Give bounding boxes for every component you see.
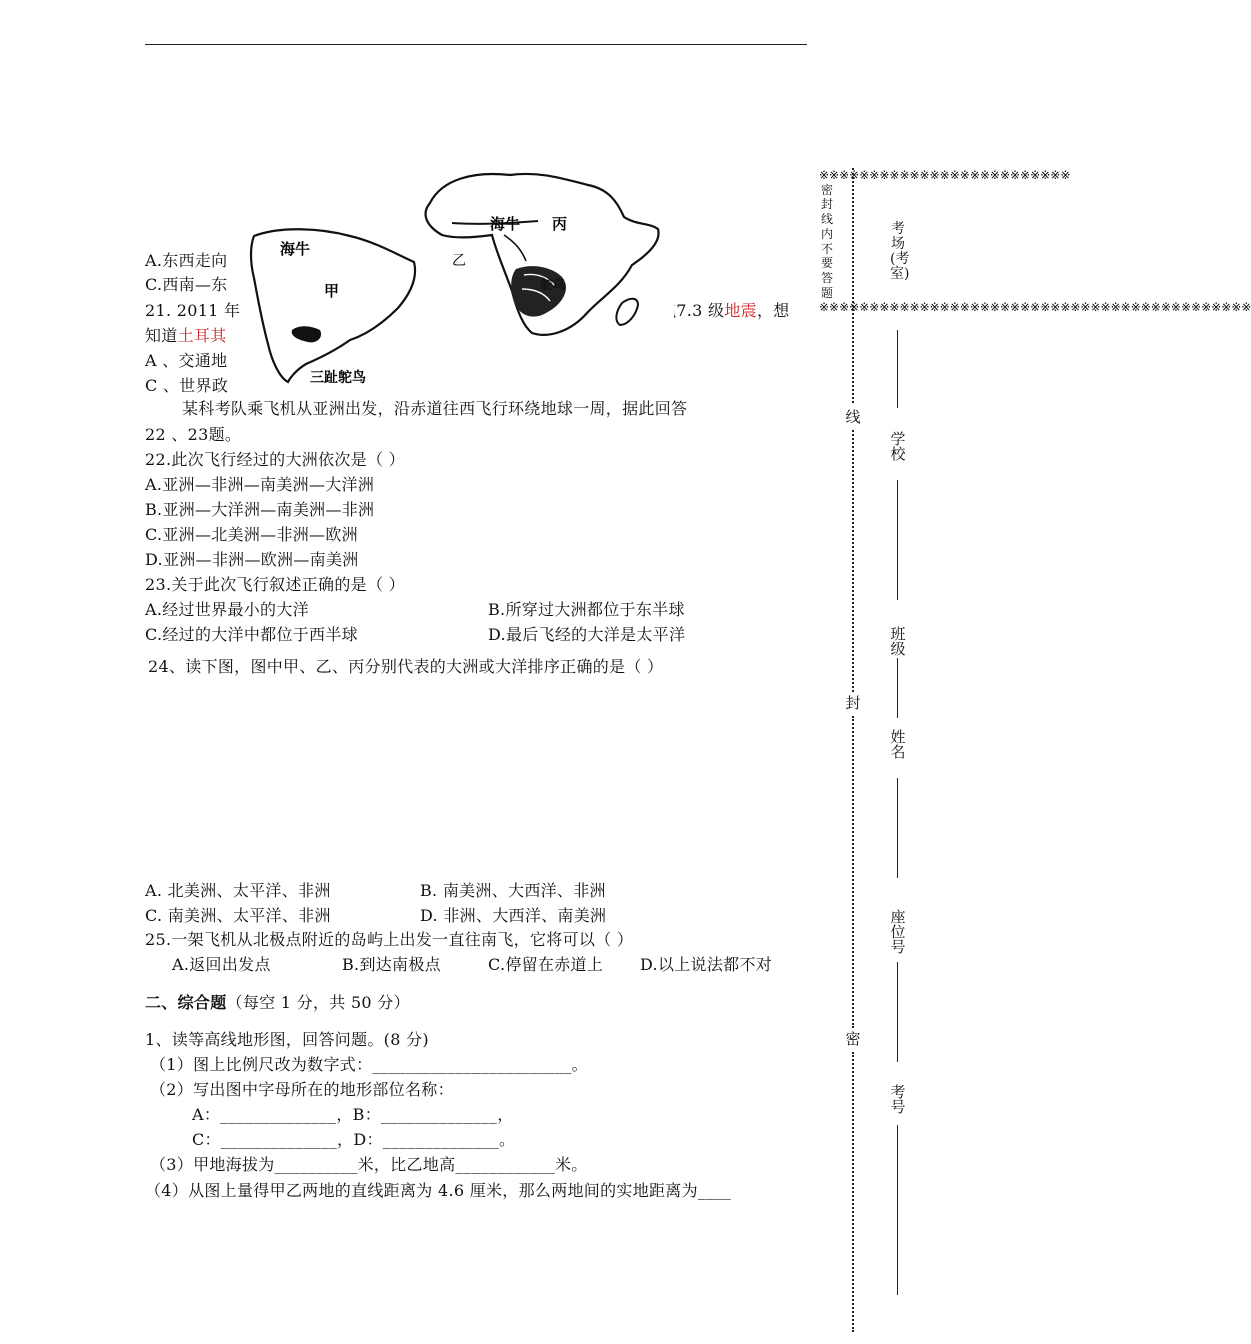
field-class-label: 班级 <box>890 625 906 658</box>
q1-stem: 1、读等高线地形图，回答问题。(8 分) <box>145 1030 429 1049</box>
q24-option-a: A. 北美洲、太平洋、非洲 <box>145 881 331 900</box>
q1-part2: （2）写出图中字母所在的地形部位名称： <box>150 1080 454 1099</box>
seal-dotted-line-2 <box>852 430 854 692</box>
field-seat-label: 座位号 <box>890 908 906 956</box>
q23-option-c: C.经过的大洋中都位于西半球 <box>145 625 358 644</box>
q23-stem: 23.关于此次飞行叙述正确的是（ ） <box>145 575 405 594</box>
q1-part3: （3）甲地海拔为__________米，比乙地高____________米。 <box>150 1155 588 1174</box>
seal-mark-mi: 密 <box>845 1030 861 1048</box>
q1-part2-cd: C：______________，D：______________。 <box>192 1130 516 1149</box>
q21-option-a: A 、交通地 <box>145 351 228 370</box>
q25-stem: 25.一架飞机从北极点附近的岛屿上出发一直往南飞，它将可以（ ） <box>145 930 634 949</box>
sa-label-jia: 甲 <box>324 283 340 300</box>
q21-option-c: C 、世界政 <box>145 376 229 395</box>
q1-part2-ab: A：______________，B：______________， <box>192 1105 514 1124</box>
africa-label-hainiu: 海牛 <box>490 216 521 233</box>
q20-option-a: A.东西走向 <box>145 251 228 270</box>
africa-label-yi: 乙 <box>452 252 466 268</box>
seal-dotted-line-4 <box>852 1052 854 1332</box>
seal-dotted-line-3 <box>852 716 854 1028</box>
field-exam-room-label: 考场(考室) <box>890 221 910 282</box>
field-exam-no-line <box>897 1125 898 1295</box>
africa-label-bing: 丙 <box>552 216 568 233</box>
south-america-map <box>240 222 420 386</box>
field-name-line <box>897 778 898 878</box>
q21-line1-end: 飞7.3 级地震，想 <box>660 301 790 320</box>
sa-label-bird: 三趾鸵鸟 <box>310 369 366 385</box>
field-name-label: 姓名 <box>890 728 906 761</box>
field-exam-no-label: 考号 <box>890 1083 906 1116</box>
africa-label-bird: 鸵鸟 <box>540 277 567 292</box>
q25-option-d: D.以上说法都不对 <box>640 955 773 974</box>
q25-option-c: C.停留在赤道上 <box>488 955 604 974</box>
intro-line2: 22 、23题。 <box>145 425 242 444</box>
q1-part4: （4）从图上量得甲乙两地的直线距离为 4.6 厘米，那么两地间的实地距离为____ <box>145 1181 732 1200</box>
header-rule <box>145 44 807 45</box>
q22-option-c: C.亚洲—北美洲—非洲—欧洲 <box>145 525 358 544</box>
intro-line1: 某科考队乘飞机从亚洲出发，沿赤道往西飞行环绕地球一周，据此回答 <box>182 399 688 418</box>
q22-option-a: A.亚洲—非洲—南美洲—大洋洲 <box>145 475 375 494</box>
africa-map <box>412 165 674 343</box>
q25-option-a: A.返回出发点 <box>172 955 271 974</box>
q22-option-b: B.亚洲—大洋洲—南美洲—非洲 <box>145 500 375 519</box>
seal-strip: ※※※※※※※※※※※※※※※※※※※※※※※※※ 密 封 线 内 不 要 答 题 ※※※※※※※※※※※※※※※※※※※※※※※※※※※※※※※※※※※※※※※※※※※ <box>819 168 1251 315</box>
field-class-line <box>897 658 898 718</box>
q23-option-a: A.经过世界最小的大洋 <box>145 600 309 619</box>
seal-dotted-line-1 <box>852 168 854 403</box>
q24-option-d: D. 非洲、大西洋、南美洲 <box>420 906 607 925</box>
field-seat-line <box>897 962 898 1062</box>
seal-mark-xian: 线 <box>845 408 861 426</box>
section2-heading: 二、综合题（每空 1 分，共 50 分） <box>145 993 410 1012</box>
q22-option-d: D.亚洲—非洲—欧洲—南美洲 <box>145 550 359 569</box>
q1-part1: （1）图上比例尺改为数字式：________________________。 <box>150 1055 588 1074</box>
field-school-label: 学校 <box>890 430 906 463</box>
sa-label-hainiu: 海牛 <box>280 241 311 258</box>
q23-option-b: B.所穿过大洲都位于东半球 <box>488 600 685 619</box>
field-school-line <box>897 480 898 600</box>
q25-option-b: B.到达南极点 <box>342 955 441 974</box>
q21-line1-start: 21. 2011 年 <box>145 301 241 320</box>
field-exam-room-line <box>897 330 898 408</box>
q24-stem: 24、读下图，图中甲、乙、丙分别代表的大洲或大洋排序正确的是（ ） <box>148 657 664 676</box>
q22-stem: 22.此次飞行经过的大洲依次是（ ） <box>145 450 405 469</box>
q23-option-d: D.最后飞经的大洋是太平洋 <box>488 625 686 644</box>
q20-option-c: C.西南—东 <box>145 275 228 294</box>
seal-mark-feng: 封 <box>845 694 861 712</box>
q21-line2: 知道土耳其 <box>145 326 227 345</box>
q24-option-c: C. 南美洲、太平洋、非洲 <box>145 906 331 925</box>
q24-option-b: B. 南美洲、大西洋、非洲 <box>420 881 606 900</box>
